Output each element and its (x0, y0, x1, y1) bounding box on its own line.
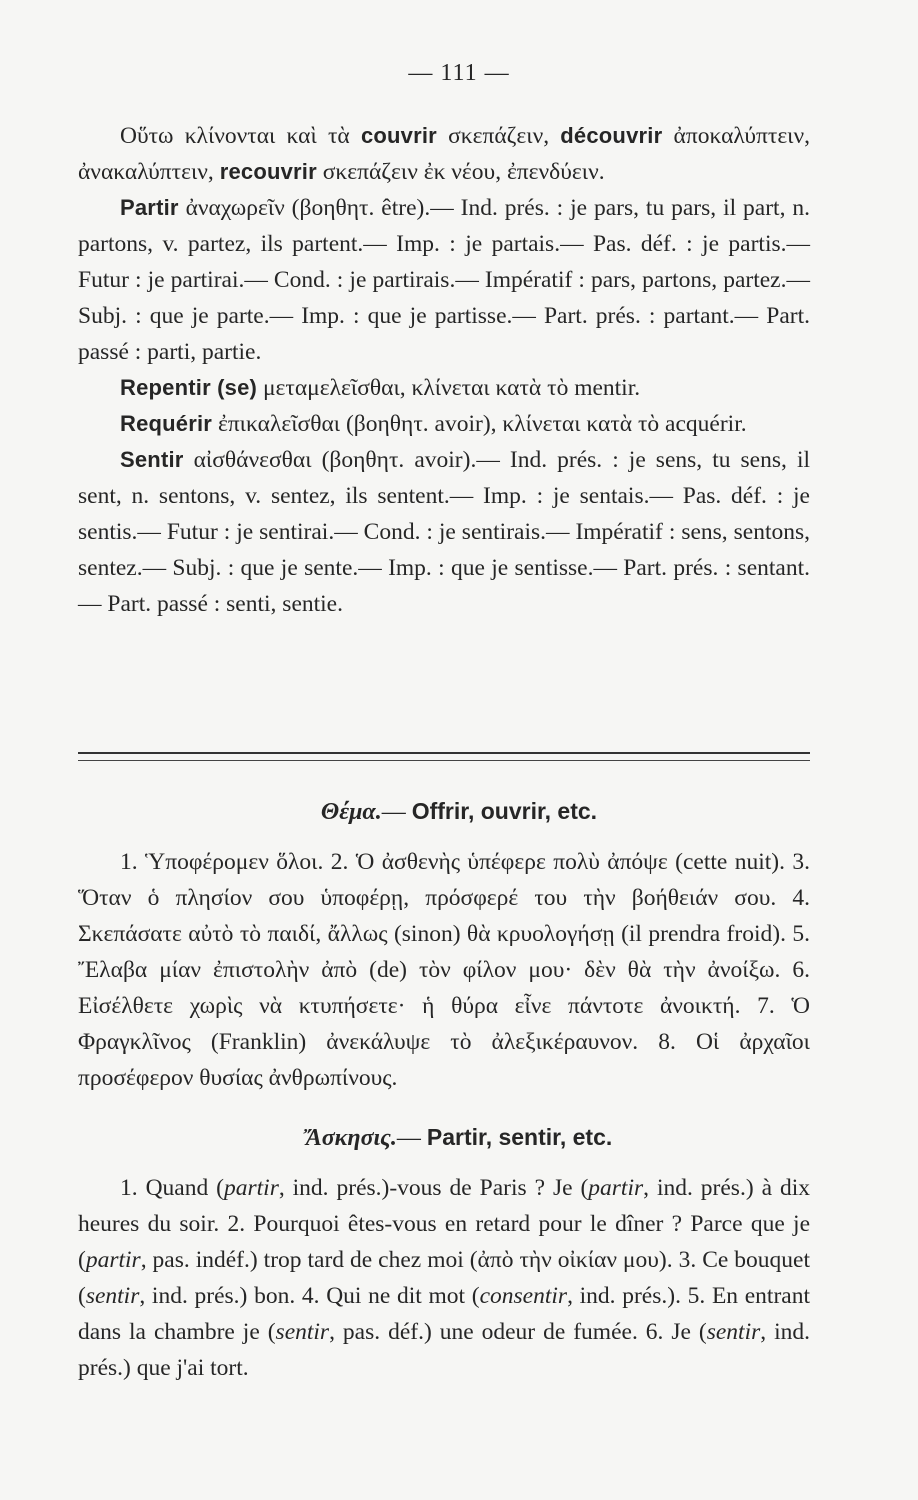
exercise-body (78, 1170, 810, 1386)
exercise-paragraph: 1. Quand (partir, ind. prés.)-vous de Paris ? Je (partir, ind. prés.) à dix heures du soir. 2. Pourquoi êtes-vous en retard pour le dîner ? Parce que je (partir, pas. indéf.) trop tard de chez moi (ἀπὸ τὴν οἰκίαν μου). 3. Ce bouquet (sentir, ind. prés.) bon. 4. Qui ne dit mot (consentir, ind. prés.). 5. En entrant dans la chambre je (sentir, pas. déf.) une odeur de fumée. 6. Je (sentir, ind. prés.) que j'ai tort. (78, 1175, 810, 1381)
paragraph-sentir: Sentir αἰσθάνεσθαι (βοηθητ. avoir).— Ind. prés. : je sens, tu sens, il sent, n. sentons, v. sentez, ils sentent.— Imp. : je sentais.— Pas. déf. : je sentis.— Futur : je sentirai.— Cond. : je sentirais.— Impératif : sens, sentons, sentez.— Subj. : que je sente.— Imp. : que je sentisse.— Part. prés. : sentant.— Part. passé : senti, sentie. (78, 447, 810, 617)
paragraph-repentir: Repentir (se) μεταμελεῖσθαι, κλίνεται κατὰ τὸ mentir. (120, 375, 641, 401)
verb-partir: Partir (120, 195, 179, 220)
theme-body (78, 844, 810, 1096)
conjugation-section (78, 118, 810, 622)
verb-requerir: Requérir (120, 411, 213, 436)
exercise-heading: Ἄσκησις.— Partir, sentir, etc. (305, 1124, 613, 1151)
section-divider-thin (78, 760, 810, 761)
verb-repentir: Repentir (se) (120, 375, 258, 400)
paragraph-partir: Partir ἀναχωρεῖν (βοηθητ. être).— Ind. prés. : je pars, tu pars, il part, n. partons, v. partez, ils partent.— Imp. : je partais.— Pas. déf. : je partis.— Futur : je partirai.— Cond. : je partirais.— Impératif : pars, partons, partez.— Subj. : que je parte.— Imp. : que je partisse.— Part. prés. : partant.— Part. passé : parti, partie. (78, 195, 810, 365)
theme-paragraph: 1. Ὑποφέρομεν ὅλοι. 2. Ὁ ἀσθενὴς ὑπέφερε πολὺ ἀπόψε (cette nuit). 3. Ὅταν ὁ πλησίον σου ὑποφέρῃ, πρόσφερέ του τὴν βοήθειάν σου. 4. Σκεπάσατε αὐτὸ τὸ παιδί, ἄλλως (sinon) θὰ κρυολογήσῃ (il prendra froid). 5. Ἔλαβα μίαν ἐπιστολὴν ἀπὸ (de) τὸν φίλον μου· δὲν θὰ τὴν ἀνοίξω. 6. Εἰσέλθετε χωρὶς νὰ κτυπήσετε· ἡ θύρα εἶνε πάντοτε ἀνοικτή. 7. Ὁ Φραγκλῖνος (Franklin) ἀνεκάλυψε τὸ ἀλεξικέραυνον. 8. Οἱ ἀρχαῖοι προσέφερον θυσίας ἀνθρωπίνους. (78, 849, 810, 1091)
page-number: — 111 — (408, 60, 510, 86)
paragraph-requerir: Requérir ἐπικαλεῖσθαι (βοηθητ. avoir), κλίνεται κατὰ τὸ acquérir. (120, 411, 747, 437)
paragraph-couvrir: Οὕτω κλίνονται καὶ τὰ couvrir σκεπάζειν, découvrir ἀποκαλύπτειν, ἀνακαλύπτειν, recouvrir σκεπάζειν ἐκ νέου, ἐπενδύειν. (78, 123, 811, 185)
theme-heading: Θέμα.— Offrir, ouvrir, etc. (320, 798, 598, 825)
section-divider (78, 752, 810, 754)
verb-sentir: Sentir (120, 447, 184, 472)
